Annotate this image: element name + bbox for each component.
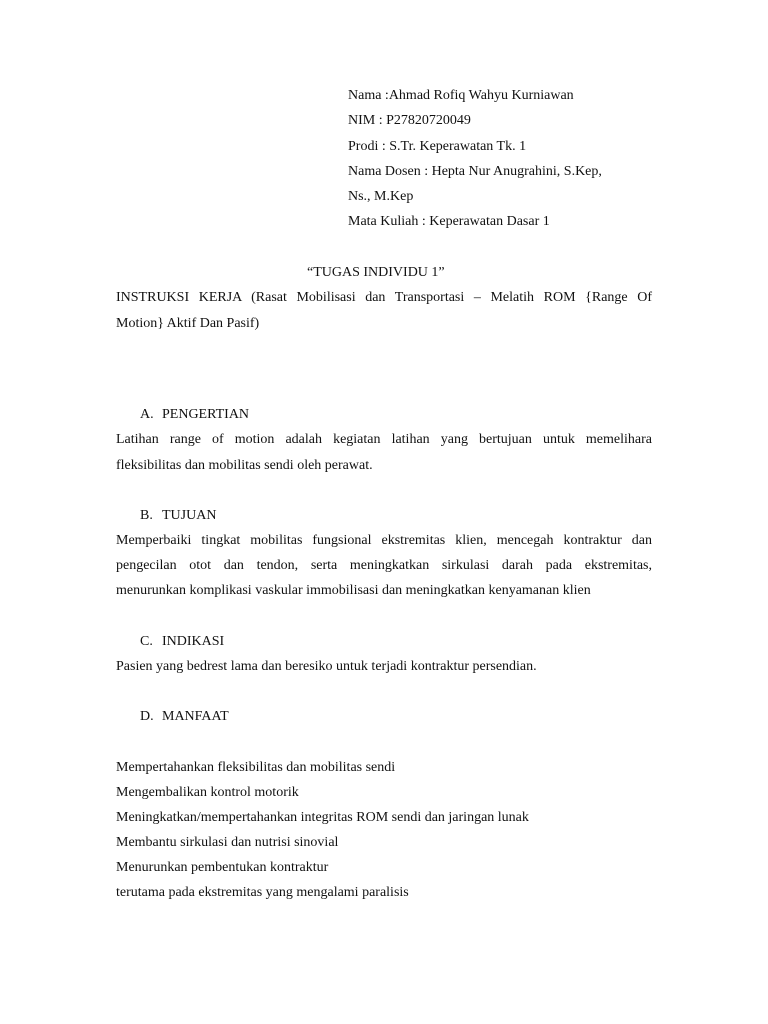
student-name: Nama :Ahmad Rofiq Wahyu Kurniawan xyxy=(348,88,574,103)
lecturer-name-line1: Nama Dosen : Hepta Nur Anugrahini, S.Kep, xyxy=(348,163,602,179)
manfaat-item: Mengembalikan kontrol motorik xyxy=(116,785,299,800)
section-title: MANFAAT xyxy=(162,709,229,724)
section-heading-tujuan xyxy=(140,507,216,525)
document-title: “TUGAS INDIVIDU 1” xyxy=(307,265,445,280)
manfaat-item: terutama pada ekstremitas yang mengalami paralisis xyxy=(116,885,409,900)
section-heading-pengertian xyxy=(140,406,249,424)
instruction-line-2: Motion} Aktif Dan Pasif) xyxy=(116,316,260,331)
section-heading-indikasi xyxy=(140,633,224,651)
student-nim: NIM : P27820720049 xyxy=(348,113,471,129)
manfaat-item: Mempertahankan fleksibilitas dan mobilitas sendi xyxy=(116,760,396,775)
section-letter: A. xyxy=(140,407,154,422)
manfaat-item: Menurunkan pembentukan kontraktur xyxy=(116,860,329,875)
section-heading-manfaat xyxy=(140,708,229,726)
course-name: Mata Kuliah : Keperawatan Dasar 1 xyxy=(348,214,550,230)
section-letter: D. xyxy=(140,709,154,724)
section-title: TUJUAN xyxy=(162,508,217,523)
tujuan-line-2: pengecilan otot dan tendon, serta meningkatkan sirkulasi darah pada ekstremitas, xyxy=(116,558,652,573)
manfaat-item: Meningkatkan/mempertahankan integritas ROM sendi dan jaringan lunak xyxy=(116,810,529,825)
section-title: INDIKASI xyxy=(162,634,225,649)
lecturer-name-line2: Ns., M.Kep xyxy=(348,189,414,205)
student-info-block xyxy=(348,87,602,239)
tujuan-line-3: menurunkan komplikasi vaskular immobilisasi dan meningkatkan kenyamanan klien xyxy=(116,583,591,598)
indikasi-line-1: Pasien yang bedrest lama dan beresiko untuk terjadi kontraktur persendian. xyxy=(116,659,537,674)
pengertian-line-2: fleksibilitas dan mobilitas sendi oleh perawat. xyxy=(116,458,373,473)
section-letter: C. xyxy=(140,634,153,649)
study-program: Prodi : S.Tr. Keperawatan Tk. 1 xyxy=(348,138,527,154)
tujuan-line-1: Memperbaiki tingkat mobilitas fungsional ekstremitas klien, mencegah kontraktur dan xyxy=(116,533,652,548)
section-letter: B. xyxy=(140,508,153,523)
section-title: PENGERTIAN xyxy=(162,407,250,422)
pengertian-line-1: Latihan range of motion adalah kegiatan latihan yang bertujuan untuk memelihara xyxy=(116,432,652,447)
instruction-line-1: INSTRUKSI KERJA (Rasat Mobilisasi dan Transportasi – Melatih ROM {Range Of xyxy=(116,290,652,305)
manfaat-item: Membantu sirkulasi dan nutrisi sinovial xyxy=(116,835,339,850)
